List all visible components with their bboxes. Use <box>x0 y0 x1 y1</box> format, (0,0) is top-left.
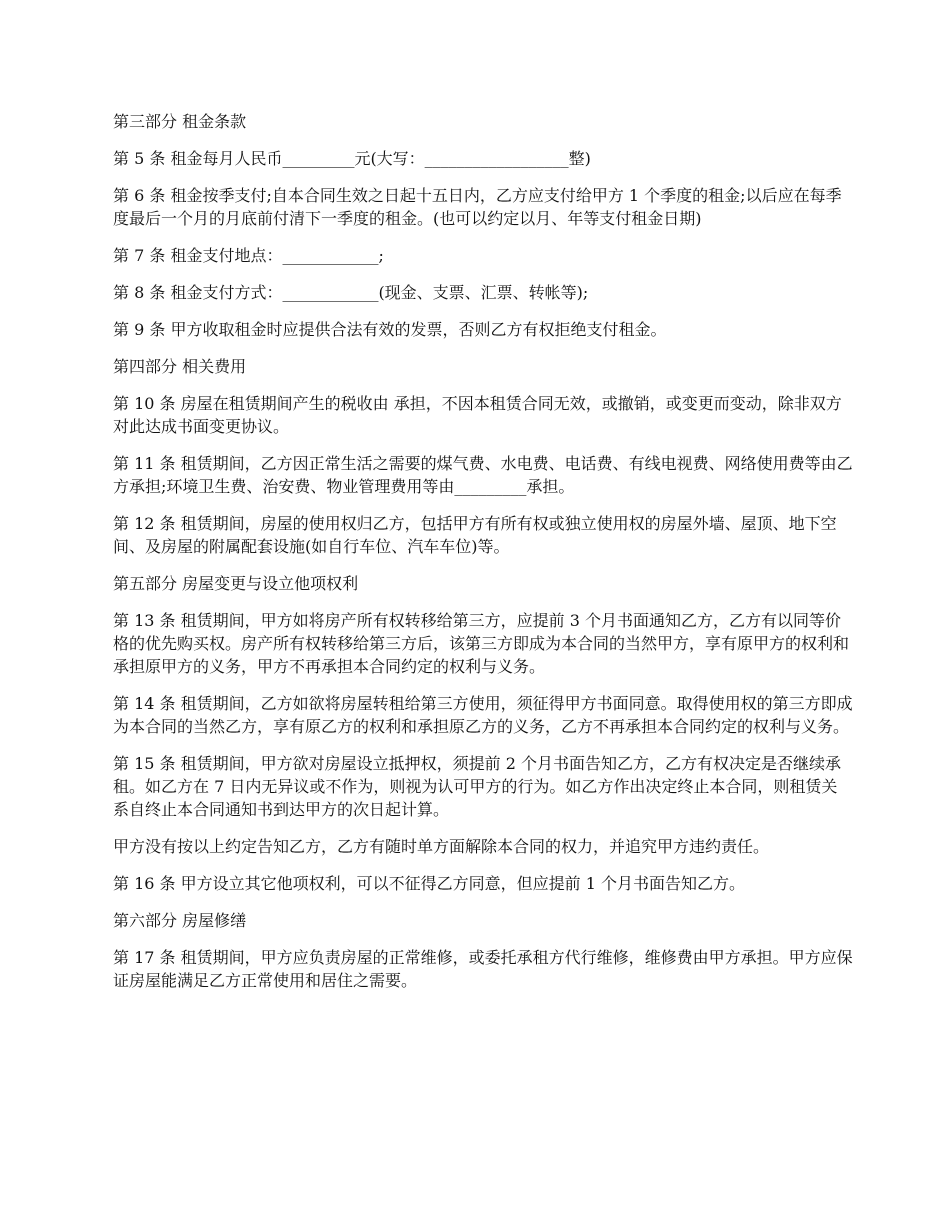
clause-6: 第 6 条 租金按季支付;自本合同生效之日起十五日内，乙方应支付给甲方 1 个季度的租金;以后应在每季度最后一个月的月底前付清下一季度的租金。(也可以约定以月、年等支付租金日期) <box>113 186 842 228</box>
section-heading-part-6: 第六部分 房屋修缮 <box>113 911 247 930</box>
clause-17: 第 17 条 租赁期间，甲方应负责房屋的正常维修，或委托承租方代行维修，维修费由甲方承担。甲方应保证房屋能满足乙方正常使用和居住之需要。 <box>113 948 853 990</box>
clause-15: 第 15 条 租赁期间，甲方欲对房屋设立抵押权，须提前 2 个月书面告知乙方，乙方有权决定是否继续承租。如乙方在 7 日内无异议或不作为，则视为认可甲方的行为。如乙方作出决定终止本合同，则租赁关系自终止本合同通知书到达甲方的次日起计算。 <box>113 754 841 819</box>
clause-14: 第 14 条 租赁期间，乙方如欲将房屋转租给第三方使用，须征得甲方书面同意。取得使用权的第三方即成为本合同的当然乙方，享有原乙方的权利和承担原乙方的义务，乙方不再承担本合同约定的权利与义务。 <box>113 694 853 736</box>
clause-13: 第 13 条 租赁期间，甲方如将房产所有权转移给第三方，应提前 3 个月书面通知乙方，乙方有以同等价格的优先购买权。房产所有权转移给第三方后，该第三方即成为本合同的当然甲方，享有原甲方的权利和承担原甲方的义务，甲方不再承担本合同约定的权利与义务。 <box>113 611 850 676</box>
clause-8: 第 8 条 租金支付方式：____________(现金、支票、汇票、转帐等); <box>113 283 589 302</box>
clause-9: 第 9 条 甲方收取租金时应提供合法有效的发票，否则乙方有权拒绝支付租金。 <box>113 320 667 339</box>
clause-7: 第 7 条 租金支付地点：____________; <box>113 246 384 265</box>
clause-12: 第 12 条 租赁期间，房屋的使用权归乙方，包括甲方有所有权或独立使用权的房屋外墙、屋顶、地下空间、及房屋的附属配套设施(如自行车位、汽车车位)等。 <box>113 514 837 556</box>
clause-10: 第 10 条 房屋在租赁期间产生的税收由 承担，不因本租赁合同无效，或撤销，或变更而变动，除非双方对此达成书面变更协议。 <box>113 394 842 436</box>
document-page <box>113 110 853 1006</box>
clause-11: 第 11 条 租赁期间，乙方因正常生活之需要的煤气费、水电费、电话费、有线电视费、网络使用费等由乙方承担;环境卫生费、治安费、物业管理费用等由_________承担。 <box>113 454 853 496</box>
section-heading-part-4: 第四部分 相关费用 <box>113 357 247 376</box>
clause-5: 第 5 条 租金每月人民币_________元(大写：__________________整) <box>113 149 591 168</box>
clause-15-note: 甲方没有按以上约定告知乙方，乙方有随时单方面解除本合同的权力，并追究甲方违约责任。 <box>113 837 770 856</box>
clause-16: 第 16 条 甲方设立其它他项权利，可以不征得乙方同意，但应提前 1 个月书面告知乙方。 <box>113 874 745 893</box>
section-heading-part-5: 第五部分 房屋变更与设立他项权利 <box>113 574 359 593</box>
section-heading-part-3: 第三部分 租金条款 <box>113 112 247 131</box>
